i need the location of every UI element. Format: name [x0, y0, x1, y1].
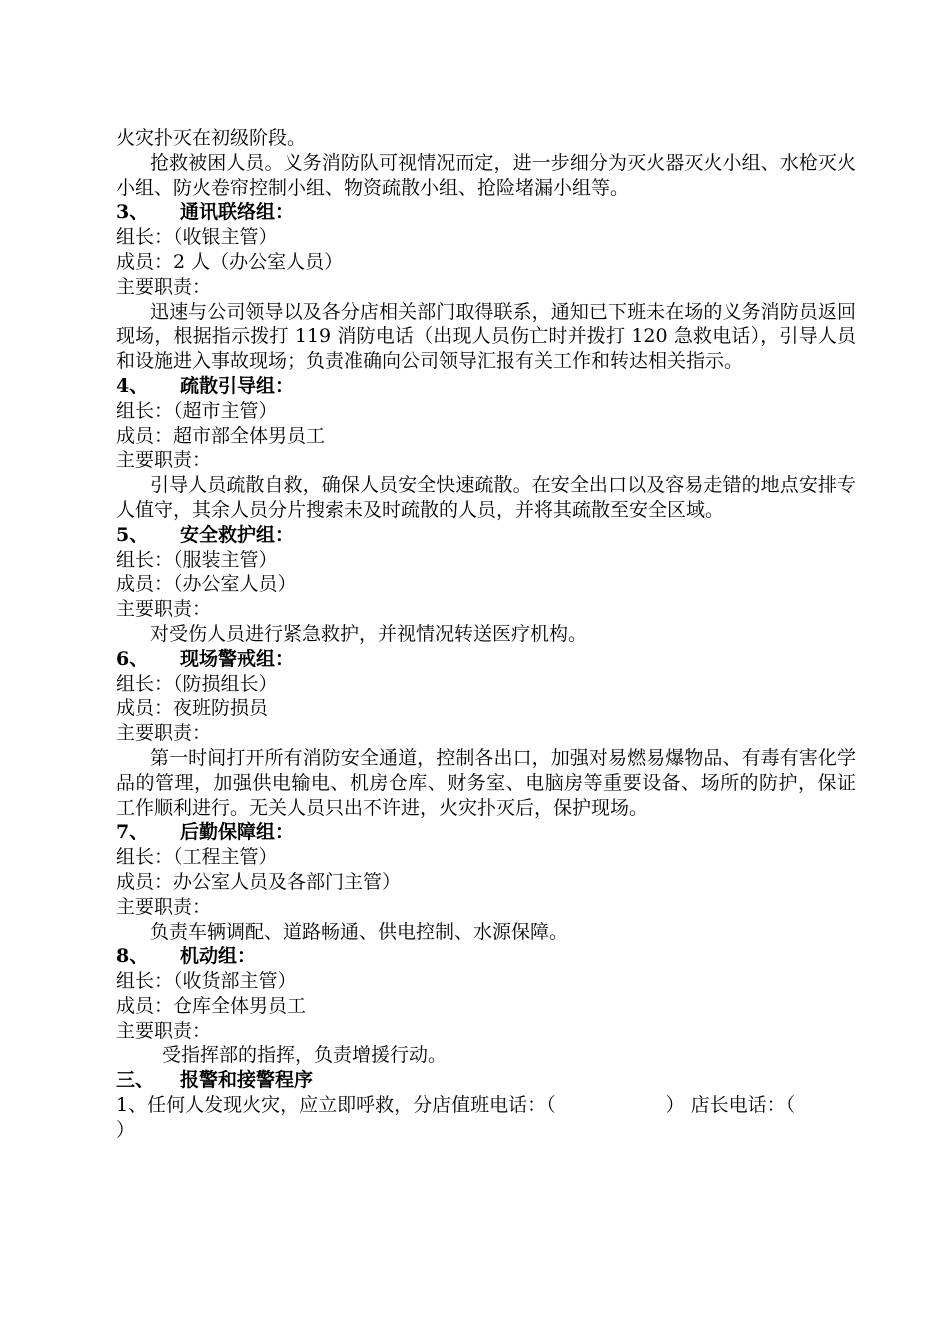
- group-number: 6、: [116, 647, 149, 670]
- group-leader: 组长：（防损组长）: [116, 672, 278, 695]
- group-members-value: （办公室人员）: [173, 573, 297, 596]
- group-members: 成员：超市部全体男员工: [116, 424, 326, 447]
- intro-rescue-paragraph: 抢救被困人员。义务消防队可视情况而定，进一步细分为灭火器灭火小组、水枪灭火小组、防火卷帘控制小组、物资疏散小组、抢险堵漏小组等。: [116, 151, 856, 199]
- group-leader-value: （工程主管）: [173, 846, 278, 869]
- section-heading: [116, 1068, 856, 1093]
- group-leader: 组长：（服装主管）: [116, 548, 278, 571]
- group-title: 安全救护组：: [180, 523, 295, 546]
- group-title: 现场警戒组：: [180, 647, 295, 670]
- group-leader: 组长：（工程主管）: [116, 846, 278, 869]
- group-title: 后勤保障组：: [180, 821, 295, 844]
- group-members: 成员：2 人（办公室人员）: [116, 250, 344, 273]
- group-leader-value: （超市主管）: [173, 399, 278, 422]
- group-number: 8、: [116, 945, 149, 968]
- group-duty-text: 负责车辆调配、道路畅通、供电控制、水源保障。: [150, 920, 569, 943]
- alarm-procedure-item-1: 1、任何人发现火灾，应立即呼救，分店值班电话：（ ） 店长电话：（ ）: [116, 1094, 796, 1141]
- group-members: 成员：仓库全体男员工: [116, 994, 307, 1017]
- group-duty-label: 主要职责：: [116, 1019, 212, 1042]
- group-title: 疏散引导组：: [180, 374, 295, 397]
- group-title: 通讯联络组：: [180, 201, 295, 224]
- group-number: 5、: [116, 523, 149, 546]
- group-duty-label: 主要职责：: [116, 275, 212, 298]
- group-number: 7、: [116, 821, 149, 844]
- group-number: 4、: [116, 374, 149, 397]
- document-page: [116, 126, 856, 1143]
- group-duty-text: 迅速与公司领导以及各分店相关部门取得联系，通知已下班未在场的义务消防员返回现场，根据指示拨打 119 消防电话（出现人员伤亡时并拨打 120 急救电话），引导人员和设施进入事故现场；负责准确向公司领导汇报有关工作和转达相关指示。: [116, 300, 856, 373]
- group-duty-label: 主要职责：: [116, 895, 212, 918]
- group-duty-text: 对受伤人员进行紧急救护，并视情况转送医疗机构。: [150, 622, 588, 645]
- group-leader: 组长：（收银主管）: [116, 226, 278, 249]
- group-heading: [116, 820, 856, 845]
- group-heading: [116, 647, 856, 672]
- group-duty-text: 受指挥部的指挥，负责增援行动。: [162, 1044, 448, 1067]
- group-members-value: 办公室人员及各部门主管）: [173, 870, 402, 893]
- group-members: 成员：办公室人员及各部门主管）: [116, 870, 402, 893]
- group-leader-value: （收货部主管）: [173, 970, 297, 993]
- group-duty-label: 主要职责：: [116, 722, 212, 745]
- group-duty-label: 主要职责：: [116, 449, 212, 472]
- section-number: 三、: [116, 1069, 155, 1092]
- group-members-value: 仓库全体男员工: [173, 994, 307, 1017]
- group-members: 成员：（办公室人员）: [116, 573, 297, 596]
- group-duty-text: 第一时间打开所有消防安全通道，控制各出口，加强对易燃易爆物品、有毒有害化学品的管理，加强供电输电、机房仓库、财务室、电脑房等重要设备、场所的防护，保证工作顺利进行。无关人员只出不许进，火灾扑灭后，保护现场。: [116, 746, 856, 819]
- group-leader-value: （服装主管）: [173, 548, 278, 571]
- group-leader: 组长：（收货部主管）: [116, 970, 297, 993]
- group-members-value: 2 人（办公室人员）: [173, 250, 344, 273]
- group-heading: [116, 944, 856, 969]
- group-leader: 组长：（超市主管）: [116, 399, 278, 422]
- intro-tail: 火灾扑灭在初级阶段。: [116, 127, 307, 149]
- group-duty-label: 主要职责：: [116, 598, 212, 621]
- group-members-value: 夜班防损员: [173, 697, 269, 720]
- group-heading: [116, 200, 856, 225]
- group-title: 机动组：: [180, 945, 257, 968]
- group-members-value: 超市部全体男员工: [173, 424, 326, 447]
- group-members: 成员：夜班防损员: [116, 697, 269, 720]
- group-duty-text: 引导人员疏散自救，确保人员安全快速疏散。在安全出口以及容易走错的地点安排专人值守，其余人员分片搜索未及时疏散的人员，并将其疏散至安全区域。: [116, 474, 856, 521]
- section-title: 报警和接警程序: [180, 1069, 314, 1092]
- group-leader-value: （防损组长）: [173, 672, 278, 695]
- group-heading: [116, 374, 856, 399]
- group-leader-value: （收银主管）: [173, 226, 278, 249]
- group-number: 3、: [116, 201, 149, 224]
- group-heading: [116, 523, 856, 548]
